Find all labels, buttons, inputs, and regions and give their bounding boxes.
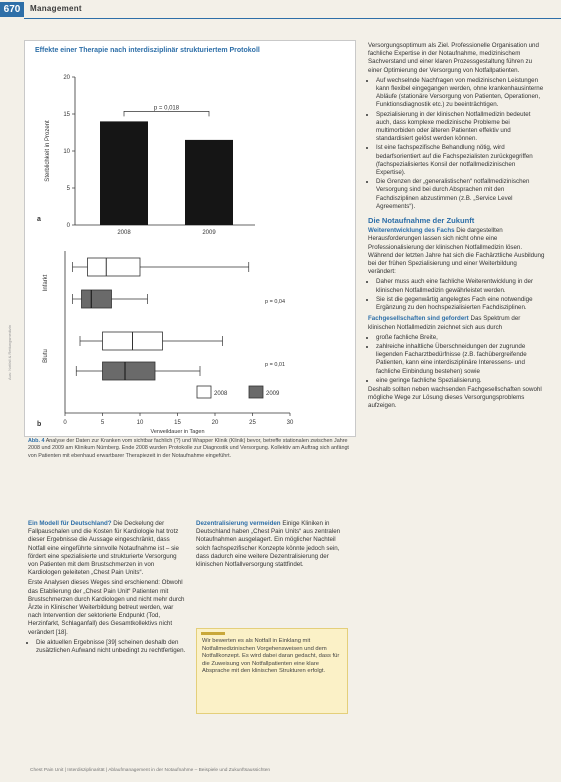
- bar: [185, 140, 233, 225]
- legend-label: 2009: [266, 391, 280, 397]
- figure-chart: [25, 41, 355, 436]
- side-credit: Aus: Notfall & Rettungsmedizin: [7, 324, 12, 380]
- running-head: Management: [30, 4, 82, 13]
- group-label: Blutu: [43, 349, 49, 363]
- section-title: Die Notaufnahme der Zukunft: [368, 216, 475, 226]
- page-number: 670: [0, 2, 24, 17]
- legend-swatch: [197, 386, 211, 398]
- tip-marker: [201, 632, 225, 635]
- right-bullet-2: • Daher muss auch eine fachliche Weiterentwicklung in der klinischen Notfallmedizin gewährleistet werden.: [376, 278, 546, 294]
- header-rule: [24, 18, 561, 19]
- left-bullet: • Die aktuellen Ergebnisse [39] scheinen deshalb den zusätzlichen Aufwand nicht unbedingt zu rechtfertigen.: [36, 639, 186, 655]
- p-value-annotation: p = 0,04: [265, 299, 286, 305]
- tip-box: [196, 628, 348, 714]
- tip-text: Wir bewerten es als Notfall in Einklang mit Notfallmedizinischen Vorgehensweisen und dem Notfallkonzept. Es wird dabei daran gedacht, dass für die Zuweisung von Notfallpatienten eine klare Absprache mit den klinischen Strukturen erfolgt.: [202, 638, 340, 675]
- y-tick-label-a: 20: [63, 75, 70, 81]
- significance-bracket: [124, 111, 209, 116]
- page-footer: Chest Pain Unit | Interdisziplinarität | Ablaufmanagement in der Notaufnahme – Beispiele und Zukunftsaussichten: [30, 768, 271, 773]
- x-axis-label-b: Verweildauer in Tagen: [150, 429, 205, 435]
- caption-text: Analyse der Daten zur Kranken vom sichtbar fachlich (?) und Wrapper Klinik (Klinik) bevor, betreffe stationalen zwischen Jahre 2008 und 2009 am Klinikum Nürnberg. Ende 2008 wurden Protokolle zur Diagnostik und Versorgung. Kollektiv am Auftrag sich anfängt von Patienten mit ebenhaud erwartbarer Therapiezeit in der Notaufnahme eingeführt.: [28, 438, 349, 459]
- left-paragraph-2: Erste Analysen dieses Weges sind erschienend: Obwohl das Etablierung der „Chest Pain Unit“ Patienten mit Brustschmerzen durch Kardiologen und nicht mehr durch Ärzte in Klinischer Weiterbildung betreut werden, war nach Intervention der sektorierte Endpunkt (Tod, Herzinfarkt, Schlaganfall) des Gesamtkollektivs nicht verändert [18].: [28, 579, 185, 636]
- box: [82, 290, 112, 308]
- p-value-annotation: p = 0,01: [265, 362, 286, 368]
- x-tick-label-b: 5: [100, 420, 105, 426]
- x-tick-label-b: 25: [249, 420, 256, 426]
- right-bullet-3: • zahlreiche inhaltliche Überschneidungen der zugrunde liegenden Facharztbedürfnisse (z.B. fachübergreifende Patienten, kann eine interdisziplinäre Interessens- und fachliche Einbindung bestehen) sowie: [376, 343, 546, 376]
- right-bullet-3: • eine geringe fachliche Spezialisierung.: [376, 377, 546, 385]
- bar: [100, 121, 148, 225]
- middle-paragraph-1: Einige Kliniken in Deutschland haben „Chest Pain Units“ aus zentralen Notaufnahmen ausgelagert. Ein möglicher Nachteil solch fachspezifischer Konzepte könnte jedoch sein, dass dadurch eine weitere Dezentralisierung der klinischen Notfallversorgung stattfindet.: [196, 520, 341, 569]
- y-axis-label-a: Sterblichkeit in Prozent: [45, 120, 51, 182]
- box: [103, 362, 156, 380]
- x-tick-label-b: 20: [211, 420, 219, 426]
- middle-heading: Dezentralisierung vermeiden: [196, 520, 281, 527]
- figure-title: Effekte einer Therapie nach interdisziplinär strukturiertem Protokoll: [35, 47, 260, 54]
- group-label: Infarkt: [43, 274, 49, 292]
- sub2-paragraph: Das Spektrum der klinischen Notfallmedizin zeichnet sich aus durch: [368, 315, 521, 331]
- figure-caption: [28, 438, 350, 460]
- x-tick-label-a: 2008: [117, 230, 131, 236]
- right-bullet: • Auf wechselnde Nachfragen von medizinischen Leistungen kann flexibel eingegangen werden, ohne krankenhausinterne Abläufe (stationäre Versorgung von Patienten, Operationen, Funktionsdiagnostik etc.) zu beeinträchtigen.: [376, 77, 546, 110]
- x-tick-label-b: 10: [136, 420, 144, 426]
- right-bullet-2: • Sie ist die gegenwärtig angelegtes Fach eine notwendige Ergänzung zu den hochspezialisierten Fachdisziplinen.: [376, 296, 546, 312]
- x-tick-label-b: 30: [286, 420, 294, 426]
- x-tick-label-b: 0: [63, 420, 67, 426]
- x-tick-label-a: 2009: [202, 230, 216, 236]
- right-bullet-3: • große fachliche Breite,: [376, 334, 546, 342]
- y-tick-label-a: 15: [63, 112, 70, 118]
- y-tick-label-a: 5: [66, 186, 70, 192]
- left-column: [28, 520, 186, 656]
- right-bullet: • Spezialisierung in der klinischen Notfallmedizin bedeutet auch, dass komplexe medizinische Probleme bei multimorbiden oder älteren Patienten effektiv und standardisiert gelöst werden können.: [376, 111, 546, 144]
- y-tick-label-a: 0: [66, 223, 70, 229]
- page-header: [0, 0, 561, 18]
- right-column: [368, 42, 546, 413]
- legend-label: 2008: [214, 391, 228, 397]
- right-bullet: • Ist eine fachspezifische Behandlung nötig, wird bedarfsorientiert auf die Fachspezialisten zurückgegriffen (fachspezialisiertes Konsil der notfallmedizinischen Expertise).: [376, 144, 546, 177]
- right-bullet: • Die Grenzen der „generalistischen“ notfallmedizinischen Versorgung sind bei durch Absprachen mit den Fachdisziplinen abzustimmen (z.B. „Service Level Agreements“).: [376, 178, 546, 211]
- panel-label-b: b: [37, 421, 42, 428]
- middle-column: [196, 520, 348, 571]
- p-value-annotation: p = 0,018: [153, 105, 180, 112]
- y-tick-label-a: 10: [63, 149, 70, 155]
- subheading-2: Fachgesellschaften sind gefordert: [368, 315, 469, 323]
- left-heading: Ein Modell für Deutschland?: [28, 520, 112, 527]
- box: [88, 258, 141, 276]
- right-intro: Versorgungsoptimum als Ziel. Professionelle Organisation und fachliche Expertise in der Notaufnahme, medizinischem Sachverstand und einer klaren Prozessgestaltung führen zu einer Optimierung der Versorgung von Notfallpatienten.: [368, 42, 539, 74]
- panel-label-a: a: [37, 216, 41, 223]
- subheading-1: Weiterentwicklung des Fachs: [368, 227, 455, 235]
- left-paragraph-1: Die Deckelung der Fallpauschalen und die Kosten für Kardiologie hat trotz dieser Ergebnisse die Aussage eingeschränkt, dass Notfall eine eingeführte sinnvolle Notaufnahme ist – sie fördert eine spezialisierte und strukturierte Versorgung von Patienten mit dem Brustschmerzen in von Kardiologen geleiteten „Chest Pain Units“.: [28, 520, 179, 577]
- legend-swatch: [249, 386, 263, 398]
- x-tick-label-b: 15: [174, 420, 181, 426]
- figure-box: [24, 40, 356, 437]
- caption-label: Abb. 4: [28, 438, 45, 444]
- sub1-paragraph: Die dargestellten Herausforderungen lassen sich nicht ohne eine Professionalisierung der klinischen Notfallmedizin lösen. Während der letzten Jahre hat sich die Fachärztliche Ausbildung bei der frühen Spezialisierung und einer Weiterbildung verändert:: [368, 227, 545, 276]
- closing-paragraph: Deshalb sollten neben wachsenden Fachgesellschaften sowohl mögliche Wege zur Lösung dieses Versorgungsproblems aufzeigen.: [368, 385, 542, 410]
